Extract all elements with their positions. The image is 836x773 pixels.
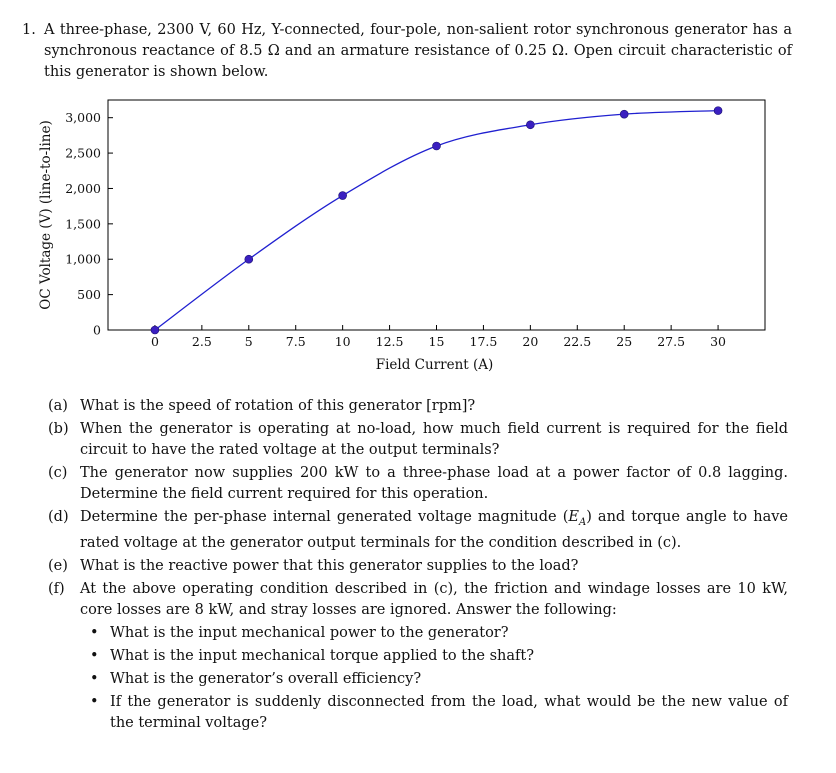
part-e <box>48 556 788 577</box>
x-tick-label: 2.5 <box>191 334 212 349</box>
bullet-item <box>80 646 788 667</box>
bullet-text: What is the input mechanical torque applied to the shaft? <box>110 647 534 664</box>
part-label: (f) <box>48 580 65 597</box>
data-point <box>433 142 441 150</box>
plot-frame <box>108 100 765 330</box>
data-point <box>620 110 628 118</box>
bullet-item <box>80 623 788 644</box>
x-tick-label: 27.5 <box>657 334 686 349</box>
x-tick-label: 5 <box>244 334 253 349</box>
x-tick-label: 30 <box>710 334 727 349</box>
part-text: The generator now supplies 200 kW to a three-phase load at a power factor of 0.8 lagging. Determine the field current required for this operation. <box>80 465 788 502</box>
y-tick-label: 2,000 <box>65 180 101 196</box>
x-tick-label: 20 <box>522 334 539 349</box>
part-label: (c) <box>48 465 68 481</box>
y-tick-label: 2,500 <box>65 145 101 161</box>
bullet-item <box>80 692 788 734</box>
part-c <box>48 463 788 505</box>
part-f <box>48 579 788 736</box>
x-axis-label: Field Current (A) <box>375 357 494 373</box>
x-tick-label: 10 <box>334 334 351 349</box>
y-tick-label: 1,500 <box>65 216 101 232</box>
x-tick-label: 15 <box>428 334 445 349</box>
part-b <box>48 419 788 461</box>
bullet-list <box>80 623 788 734</box>
part-text: When the generator is operating at no-load, how much field current is required for the field circuit to have the rated voltage at the output terminals? <box>80 421 788 458</box>
y-tick-label: 1,000 <box>65 251 101 267</box>
bullet-glyph: • <box>90 670 99 687</box>
y-tick-label: 0 <box>93 322 101 338</box>
problem-text: A three-phase, 2300 V, 60 Hz, Y-connected, four-pole, non-salient rotor synchronous generator has a synchronous reactance of 8.5 Ω and an armature resistance of 0.25 Ω. Open circuit characteristic of this generator is shown below. <box>44 22 792 80</box>
data-point <box>526 121 534 129</box>
x-tick-label: 22.5 <box>563 334 592 349</box>
bullet-text: What is the input mechanical power to the generator? <box>110 624 509 641</box>
part-a <box>48 396 788 417</box>
part-label: (a) <box>48 398 68 414</box>
question-parts <box>48 396 788 738</box>
x-tick-label: 12.5 <box>375 334 404 349</box>
x-tick-label: 7.5 <box>285 334 306 349</box>
x-tick-label: 0 <box>150 334 159 349</box>
bullet-text: What is the generator’s overall efficiency? <box>110 670 422 687</box>
data-point <box>245 255 253 263</box>
bullet-glyph: • <box>90 693 99 710</box>
bullet-glyph: • <box>90 647 99 664</box>
part-label: (d) <box>48 509 69 525</box>
bullet-glyph: • <box>90 624 99 641</box>
part-text: What is the speed of rotation of this generator [rpm]? <box>80 398 476 414</box>
part-text: At the above operating condition described in (c), the friction and windage losses are 10 kW, core losses are 8 kW, and stray losses are ignored. Answer the following: <box>80 580 788 618</box>
part-label: (e) <box>48 557 68 574</box>
y-tick-label: 500 <box>77 287 101 303</box>
data-point <box>339 192 347 200</box>
part-d <box>48 507 788 554</box>
part-label: (b) <box>48 421 69 437</box>
data-point <box>151 326 159 334</box>
problem-number: 1. <box>22 22 36 38</box>
part-text: Determine the per-phase internal generated voltage magnitude $(E_A)$ and torque angle to have rated voltage at the generator output terminals for the condition described in (c). <box>80 509 788 551</box>
bullet-text: If the generator is suddenly disconnected from the load, what would be the new value of the terminal voltage? <box>110 693 788 731</box>
data-point <box>714 107 722 115</box>
part-text: What is the reactive power that this generator supplies to the load? <box>80 557 579 574</box>
x-tick-label: 25 <box>616 334 633 349</box>
x-tick-label: 17.5 <box>469 334 498 349</box>
y-tick-label: 3,000 <box>65 110 101 126</box>
bullet-item <box>80 669 788 690</box>
y-axis-label: OC Voltage (V) (line-to-line) <box>38 120 54 310</box>
